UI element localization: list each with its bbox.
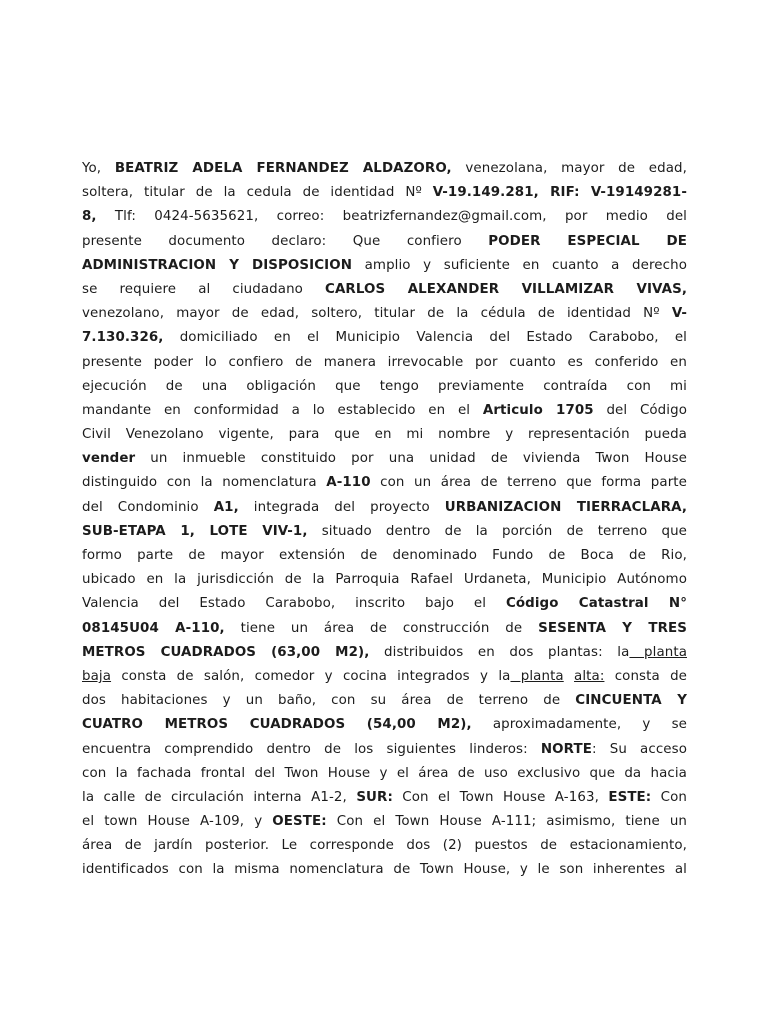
underlined-text: planta	[510, 668, 564, 684]
text-run: Valencia del Estado Carabobo, inscrito bajo el	[82, 596, 506, 612]
document-line	[82, 738, 687, 762]
text-run: la calle de circulación interna A1-2,	[82, 789, 357, 805]
document-line	[82, 762, 687, 786]
text-run: Civil Venezolano vigente, para que en mi nombre y representación pueda	[82, 427, 687, 443]
bold-text: SUR:	[356, 789, 393, 805]
text-run: se requiere al ciudadano	[82, 281, 326, 297]
document-line	[82, 230, 687, 254]
text-run: identificados con la misma nomenclatura de Town House, y le son inherentes al	[82, 862, 687, 878]
document-line	[82, 810, 687, 834]
bold-text: vender	[82, 451, 136, 467]
bold-text: Articulo 1705	[482, 402, 594, 418]
document-line	[82, 544, 687, 568]
document-line	[82, 568, 687, 592]
text-run: venezolano, mayor de edad, soltero, titular de la cédula de identidad Nº	[82, 306, 672, 322]
bold-text: PODER ESPECIAL DE	[488, 233, 687, 249]
text-run: Con	[651, 789, 687, 805]
text-run: distribuidos en dos plantas: la	[369, 644, 630, 660]
underlined-text: alta:	[574, 668, 605, 684]
text-run: Con el Town House A-163,	[392, 789, 609, 805]
text-run: encuentra comprendido dentro de los siguientes linderos:	[82, 741, 541, 757]
document-line	[82, 641, 687, 665]
text-run: aproximadamente, y se	[471, 717, 687, 733]
bold-text: 7.130.326,	[82, 330, 164, 346]
document-line	[82, 447, 687, 471]
text-run: área de jardín posterior. Le corresponde dos (2) puestos de estacionamiento,	[82, 838, 687, 854]
document-line	[82, 592, 687, 616]
document-line	[82, 181, 687, 205]
document-line	[82, 858, 687, 882]
document-line	[82, 786, 687, 810]
bold-text: CARLOS ALEXANDER VILLAMIZAR VIVAS,	[325, 281, 687, 297]
underlined-text: baja	[82, 668, 112, 684]
bold-text: NORTE	[540, 741, 592, 757]
bold-text: ADMINISTRACION Y DISPOSICION	[82, 257, 353, 273]
text-run: amplio y suficiente en cuanto a derecho	[352, 257, 687, 273]
bold-text: OESTE:	[272, 814, 327, 830]
document-line	[82, 399, 687, 423]
document-line	[82, 520, 687, 544]
document-line	[82, 326, 687, 350]
text-run: consta de	[604, 668, 687, 684]
bold-text: Código Catastral N°	[505, 596, 687, 612]
text-run: Con el Town House A-111; asimismo, tiene un	[326, 814, 687, 830]
text-run: integrada del proyecto	[238, 499, 445, 515]
bold-text: BEATRIZ ADELA FERNANDEZ ALDAZORO,	[114, 161, 452, 176]
text-run: el town House A-109, y	[82, 814, 273, 830]
bold-text: 8,	[82, 209, 97, 225]
text-run: mandante en conformidad a lo establecido en el	[82, 402, 483, 418]
document-line	[82, 375, 687, 399]
document-line	[82, 157, 687, 181]
text-run: con la fachada frontal del Twon House y el área de uso exclusivo que da hacia	[82, 765, 687, 781]
bold-text: V-19.149.281, RIF: V-19149281-	[432, 185, 687, 201]
text-run: presente documento declaro: Que confiero	[82, 233, 489, 249]
document-line	[82, 423, 687, 447]
document-line	[82, 665, 687, 689]
text-run: Tlf: 0424-5635621, correo: beatrizfernandez@gmail.com, por medio del	[96, 209, 687, 225]
text-run: consta de salón, comedor y cocina integrados y la	[111, 668, 511, 684]
document-line	[82, 496, 687, 520]
text-run: ejecución de una obligación que tengo previamente contraída con mi	[82, 378, 687, 394]
text-run: distinguido con la nomenclatura	[82, 475, 327, 491]
bold-text: CUATRO METROS CUADRADOS (54,00 M2),	[82, 717, 472, 733]
text-run: Yo,	[82, 161, 115, 176]
document-line	[82, 205, 687, 229]
document-line	[82, 278, 687, 302]
text-run: con un área de terreno que forma parte	[370, 475, 687, 491]
text-run: dos habitaciones y un baño, con su área de terreno de	[82, 693, 576, 709]
bold-text: CINCUENTA Y	[575, 693, 687, 709]
bold-text: SESENTA Y TRES	[538, 620, 687, 636]
document-line	[82, 471, 687, 495]
bold-text: METROS CUADRADOS (63,00 M2),	[82, 644, 370, 660]
bold-text: A-110	[326, 475, 371, 491]
text-run: del Condominio	[82, 499, 214, 515]
document-line	[82, 713, 687, 737]
text-run: venezolana, mayor de edad,	[451, 161, 687, 176]
text-run: presente poder lo confiero de manera irrevocable por cuanto es conferido en	[82, 354, 687, 370]
text-run: del Código	[593, 402, 687, 418]
document-line	[82, 302, 687, 326]
document-line	[82, 689, 687, 713]
text-run: situado dentro de la porción de terreno que	[307, 523, 687, 539]
text-run: formo parte de mayor extensión de denominado Fundo de Boca de Rio,	[82, 548, 687, 563]
bold-text: 08145U04 A-110,	[82, 620, 225, 636]
bold-text: V-	[671, 306, 687, 322]
bold-text: SUB-ETAPA 1, LOTE VIV-1,	[82, 523, 308, 539]
document-line	[82, 351, 687, 375]
document-line	[82, 617, 687, 641]
text-run: soltera, titular de la cedula de identidad Nº	[82, 185, 433, 201]
document-body	[82, 157, 687, 883]
text-run: tiene un área de construcción de	[224, 620, 539, 636]
bold-text: A1,	[213, 499, 239, 515]
text-run: un inmueble constituido por una unidad de vivienda Twon House	[135, 451, 687, 467]
bold-text: URBANIZACION TIERRACLARA,	[444, 499, 687, 515]
text-run: domiciliado en el Municipio Valencia del Estado Carabobo, el	[163, 330, 687, 346]
document-line	[82, 834, 687, 858]
document-line	[82, 254, 687, 278]
underlined-text: planta	[629, 644, 687, 660]
text-run: : Su acceso	[591, 741, 687, 757]
text-run	[564, 669, 574, 684]
bold-text: ESTE:	[608, 789, 652, 805]
text-run: ubicado en la jurisdicción de la Parroquia Rafael Urdaneta, Municipio Autónomo	[82, 572, 687, 588]
